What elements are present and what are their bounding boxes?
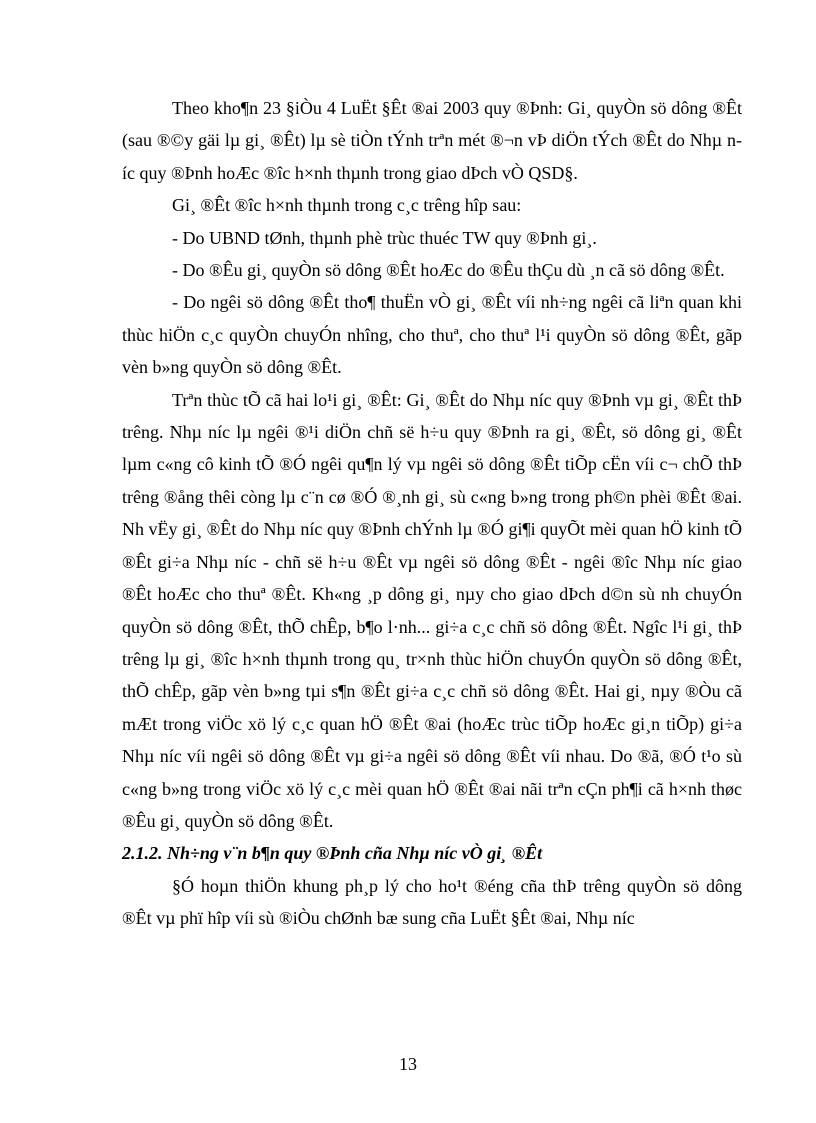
page-body: [122, 92, 742, 935]
section-heading: 2.1.2. Nh÷ng v¨n b¶n quy ®Þnh cña Nhµ níc vÒ gi¸ ®Êt: [122, 843, 543, 864]
page-number: 13: [399, 1054, 417, 1074]
list-item-agreement: - Do ngêi sö dông ®Êt tho¶ thuËn vÒ gi¸ ®Êt víi nh÷ng ngêi cã liªn quan khi thùc hiÖn c¸c quyÒn chuyÓn nhîng, cho thuª, cho thuª l¹i quyÒn sö dông ®Êt, gãp vèn b»ng quyÒn sö dông ®Êt.: [122, 292, 742, 378]
paragraph-legal-framework: §Ó hoµn thiÖn khung ph¸p lý cho ho¹t ®éng cña thÞ trêng quyÒn sö dông ®Êt vµ phï hîp víi sù ®iÒu chØnh bæ sung cña LuËt §Êt ®ai, Nhµ níc: [122, 875, 742, 929]
paragraph-land-price-definition: Theo kho¶n 23 §iÒu 4 LuËt §Êt ®ai 2003 quy ®Þnh: Gi¸ quyÒn sö dông ®Êt (sau ®©y gäi lµ gi¸ ®Êt) lµ sè tiÒn tÝnh trªn mét ®¬n vÞ diÖn tÝch ®Êt do Nhµ níc quy ®Þnh hoÆc ®îc h×nh thµnh trong giao dÞch vÒ QSD§.: [122, 98, 742, 183]
paragraph-two-price-types: Trªn thùc tÕ cã hai lo¹i gi¸ ®Êt: Gi¸ ®Êt do Nhµ níc quy ®Þnh vµ gi¸ ®Êt thÞ trêng. Nhµ níc lµ ngêi ®¹i diÖn chñ së h÷u quy ®Þnh ra gi¸ ®Êt, sö dông gi¸ ®Êt lµm c«ng cô kinh tÕ ®Ó ngêi qu¶n lý vµ ngêi sö dông ®Êt tiÕp cËn víi c¬ chÕ thÞ trêng ®ång thêi còng lµ c¨n cø ®Ó ®¸nh gi¸ sù c«ng b»ng trong ph©n phèi ®Êt ®ai. Nh vËy gi¸ ®Êt do Nhµ níc quy ®Þnh chÝnh lµ ®Ó gi¶i quyÕt mèi quan hÖ kinh tÕ ®Êt gi÷a Nhµ níc - chñ së h÷u ®Êt vµ ngêi sö dông ®Êt - ngêi ®îc Nhµ níc giao ®Êt hoÆc cho thuª ®Êt. Kh«ng ¸p dông gi¸ nµy cho giao dÞch d©n sù nh chuyÓn quyÒn sö dông ®Êt, thÕ chÊp, b¶o l·nh... gi÷a c¸c chñ sö dông ®Êt. Ngîc l¹i gi¸ thÞ trêng lµ gi¸ ®îc h×nh thµnh trong qu¸ tr×nh thùc hiÖn chuyÓn quyÒn sö dông ®Êt, thÕ chÊp, gãp vèn b»ng tµi s¶n ®Êt gi÷a c¸c chñ sö dông ®Êt. Hai gi¸ nµy ®Òu cã mÆt trong viÖc xö lý c¸c quan hÖ ®Êt ®ai (hoÆc trùc tiÕp hoÆc gi¸n tiÕp) gi÷a Nhµ níc víi ngêi sö dông ®Êt vµ gi÷a ngêi sö dông ®Êt víi nhau. Do ®ã, ®Ó t¹o sù c«ng b»ng trong viÖc xö lý c¸c mèi quan hÖ ®Êt ®ai nãi trªn cÇn ph¶i cã h×nh thøc ®Êu gi¸ quyÒn sö dông ®Êt.: [122, 389, 742, 831]
list-item-auction: - Do ®Êu gi¸ quyÒn sö dông ®Êt hoÆc do ®Êu thÇu dù ¸n cã sö dông ®Êt.: [172, 260, 725, 281]
list-item-ubnd: - Do UBND tØnh, thµnh phè trùc thuéc TW quy ®Þnh gi¸.: [172, 227, 597, 248]
paragraph-price-formation-cases: Gi¸ ®Êt ®îc h×nh thµnh trong c¸c trêng hîp sau:: [172, 195, 522, 216]
